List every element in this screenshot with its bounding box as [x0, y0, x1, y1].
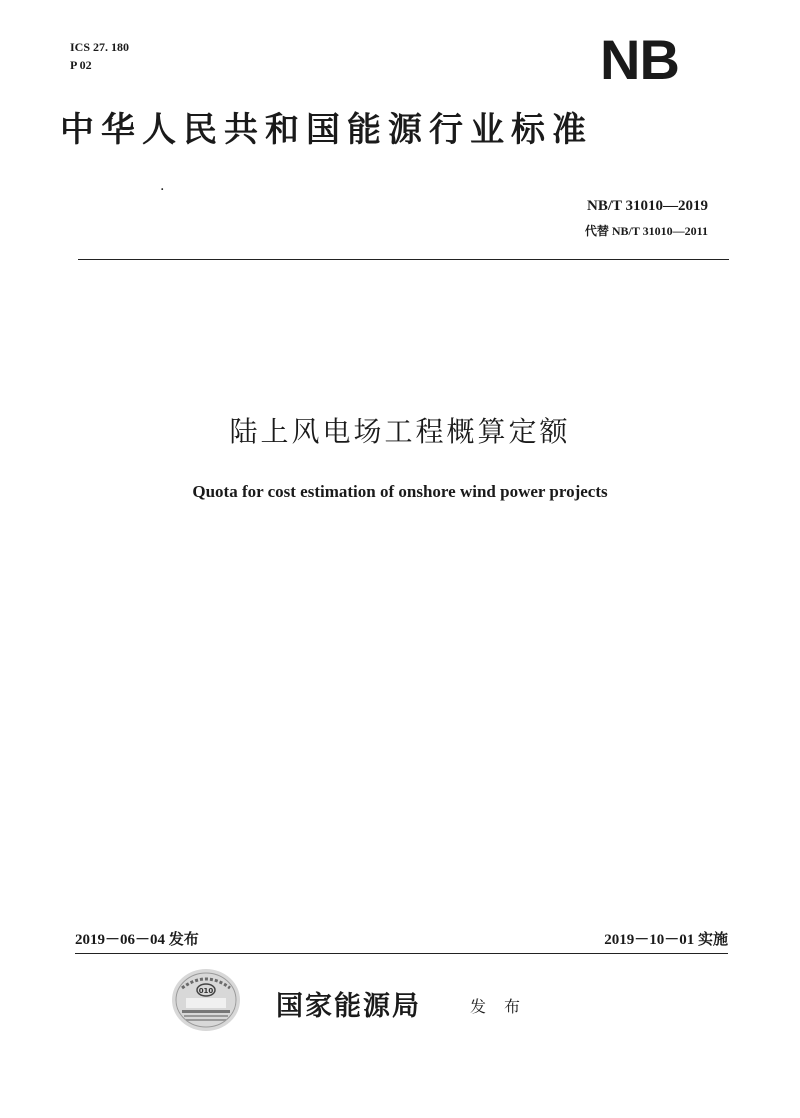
stray-dot: . — [160, 178, 165, 194]
implementation-date: 2019－10－01 实施 — [604, 932, 728, 948]
publisher-name: 国家能源局 — [276, 991, 421, 1022]
title-chinese: 陆上风电场工程概算定额 — [229, 415, 571, 448]
bottom-divider — [75, 953, 728, 954]
standard-type-heading: 中华人民共和国能源行业标准 — [60, 110, 593, 150]
title-english: Quota for cost estimation of onshore wind power projects — [192, 482, 608, 501]
ics-code: ICS 27. 180 — [70, 40, 130, 54]
standard-number: NB/T 31010—2019 — [587, 198, 708, 214]
publisher-seal-icon — [168, 966, 244, 1034]
replaces-standard: 代替 NB/T 31010—2011 — [584, 224, 708, 238]
nb-logo: NB — [600, 28, 679, 91]
ccs-code: P 02 — [70, 58, 92, 72]
svg-text:010: 010 — [198, 987, 214, 995]
classification-codes — [70, 38, 129, 74]
issue-date: 2019－06－04 发布 — [75, 932, 199, 948]
publish-label: 发布 — [470, 997, 539, 1016]
top-divider — [78, 259, 729, 260]
